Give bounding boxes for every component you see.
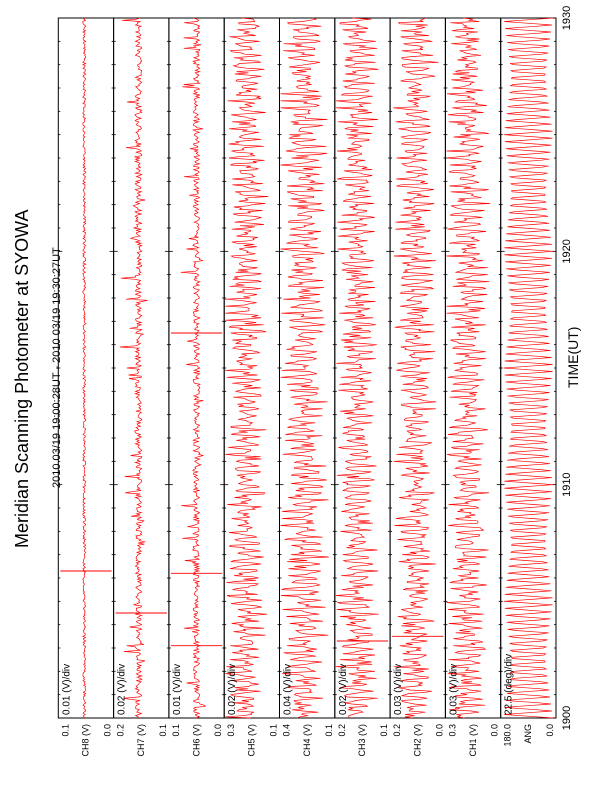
panel-channel-label: CH8 (V) <box>80 724 91 757</box>
y-tick-label: 0.2 <box>115 724 126 737</box>
y-tick-label: 0.1 <box>323 724 334 737</box>
x-tick-label: 1900 <box>561 705 573 731</box>
chart-subtitle: 2010 03/19 19:00:28UT - 2010 03/19 19:30:27UT <box>51 247 63 488</box>
panel-scale-label: 0.02 (V)/div <box>337 663 349 715</box>
panel-channel-label: CH1 (V) <box>467 724 478 757</box>
y-tick-label: 0.2 <box>392 724 403 737</box>
panel-scale-label: 0.02 (V)/div <box>227 663 239 715</box>
y-tick-label: 0.1 <box>379 724 390 737</box>
y-tick-label: 0.0 <box>489 724 500 737</box>
panel-scale-label: 0.01 (V)/div <box>61 663 73 715</box>
y-tick-label: 0.0 <box>213 724 224 737</box>
panel-channel-label: CH4 (V) <box>301 724 312 757</box>
panel-channel-label: CH5 (V) <box>246 724 257 757</box>
panel-channel-label: CH7 (V) <box>136 724 147 757</box>
panel-scale-label: 0.03 (V)/div <box>448 663 460 715</box>
panel-scale-label: 0.04 (V)/div <box>282 663 294 715</box>
panel-channel-label: ANG <box>523 724 534 744</box>
panel-scale-label: 0.01 (V)/div <box>171 663 183 715</box>
y-tick-label: 180.0 <box>502 724 513 747</box>
y-tick-label: 0.0 <box>545 724 555 737</box>
y-tick-label: 0.1 <box>60 724 71 737</box>
y-tick-label: 0.0 <box>434 724 445 737</box>
y-tick-label: 0.3 <box>226 724 237 737</box>
y-tick-label: 0.2 <box>336 724 347 737</box>
y-tick-label: 0.4 <box>281 724 292 737</box>
y-tick-label: 0.0 <box>102 724 113 737</box>
chart-title: Meridian Scanning Photometer at SYOWA <box>12 209 32 548</box>
x-tick-label: 1930 <box>561 5 573 31</box>
y-tick-label: 0.3 <box>447 724 458 737</box>
panel-scale-label: 0.02 (V)/div <box>116 663 128 715</box>
x-axis-label: TIME(UT) <box>565 326 581 388</box>
x-tick-label: 1910 <box>561 472 573 497</box>
panel-scale-label: 0.03 (V)/div <box>393 663 405 715</box>
panel-channel-label: CH2 (V) <box>412 724 423 757</box>
y-tick-label: 0.1 <box>157 724 168 737</box>
y-tick-label: 0.1 <box>268 724 279 737</box>
panel-channel-label: CH3 (V) <box>357 724 368 757</box>
y-tick-label: 0.1 <box>170 724 181 737</box>
panel-channel-label: CH6 (V) <box>191 724 202 757</box>
panel-scale-label: 22.5 (deg)/div <box>503 653 515 715</box>
x-tick-label: 1920 <box>561 239 573 264</box>
